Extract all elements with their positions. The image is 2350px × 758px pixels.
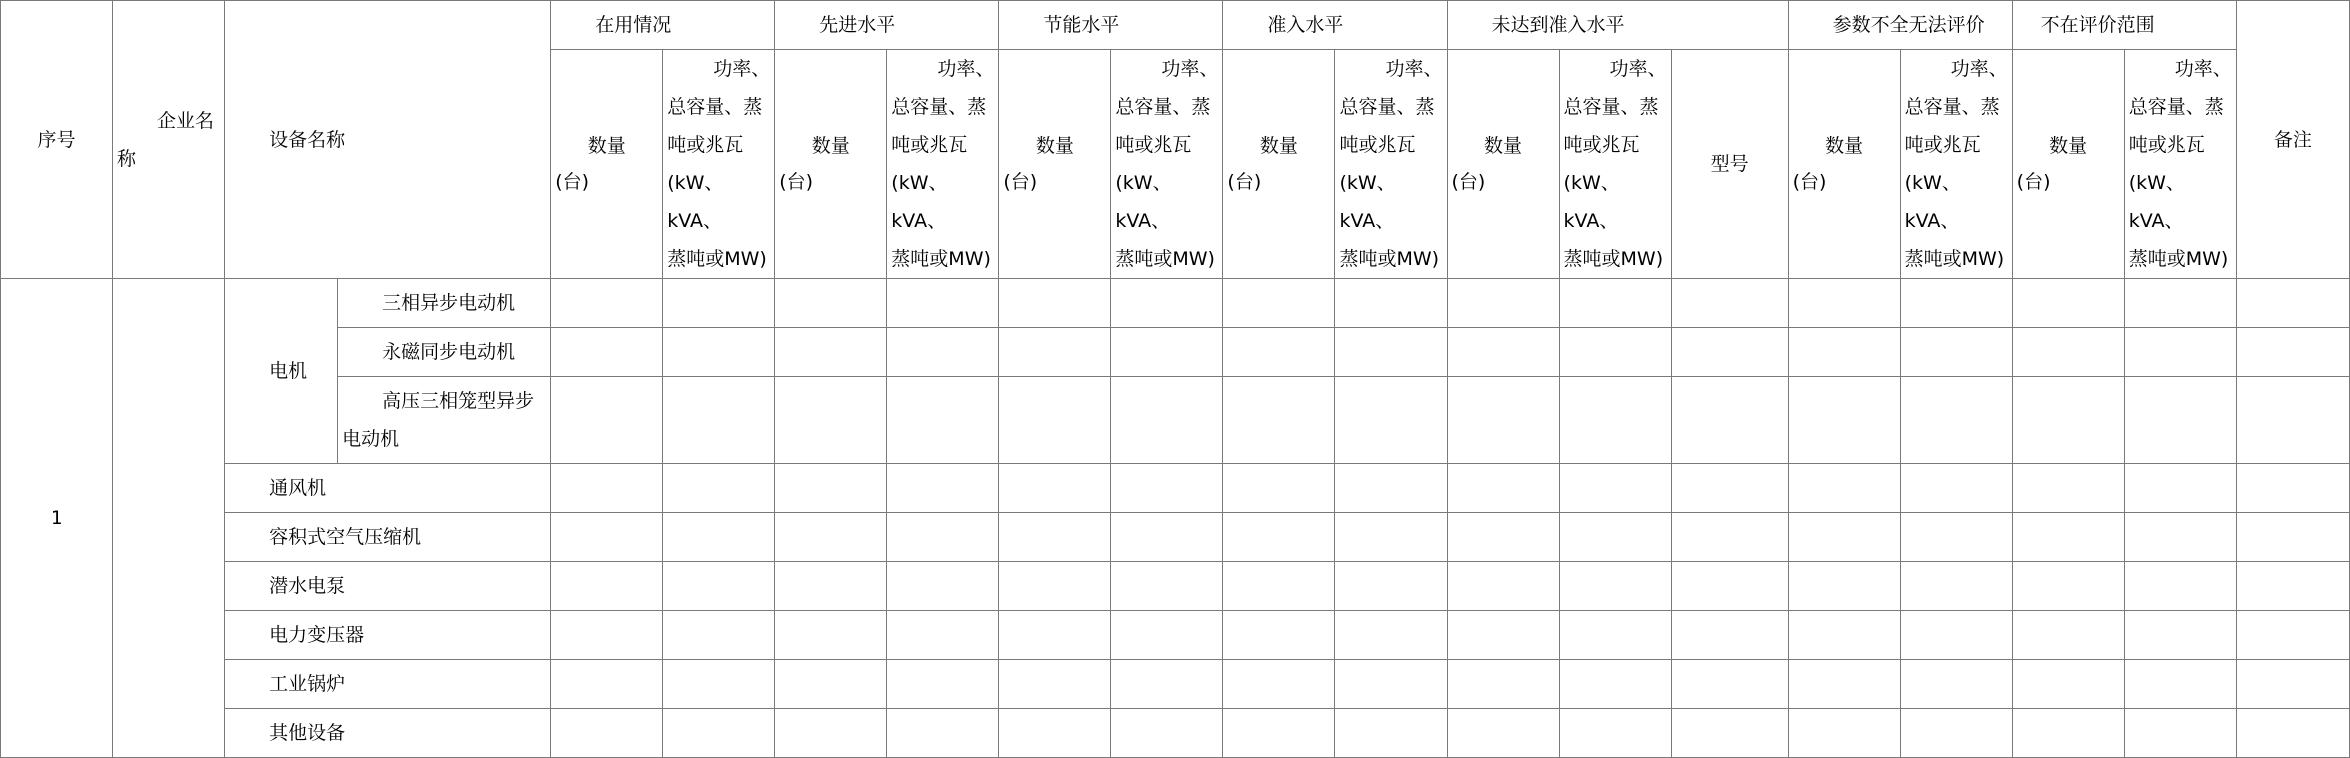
data-cell[interactable] [2012, 709, 2124, 758]
data-cell[interactable] [2012, 279, 2124, 328]
data-cell[interactable] [1671, 328, 1788, 377]
data-cell[interactable] [1223, 377, 1335, 464]
header-company-name: 企业名 称 [113, 1, 225, 279]
data-cell[interactable] [887, 377, 999, 464]
data-cell[interactable] [1223, 611, 1335, 660]
data-cell[interactable] [1447, 328, 1559, 377]
data-cell[interactable] [1559, 328, 1671, 377]
data-cell[interactable] [887, 279, 999, 328]
data-cell[interactable] [2124, 611, 2236, 660]
data-cell[interactable] [1900, 709, 2012, 758]
subheader-model: 型号 [1671, 50, 1788, 279]
company-name-cell[interactable] [113, 279, 225, 758]
data-cell[interactable] [1335, 611, 1447, 660]
data-cell[interactable] [663, 562, 775, 611]
data-cell[interactable] [1559, 279, 1671, 328]
data-cell[interactable] [1559, 513, 1671, 562]
header-equipment-name: 设备名称 [225, 1, 551, 279]
data-cell[interactable] [1671, 464, 1788, 513]
data-cell[interactable] [999, 328, 1111, 377]
subheader-qty: 数量 (台) [2012, 50, 2124, 279]
data-cell[interactable] [1559, 611, 1671, 660]
data-cell[interactable] [2012, 562, 2124, 611]
data-cell[interactable] [1111, 562, 1223, 611]
subheader-qty: 数量 (台) [999, 50, 1111, 279]
data-cell[interactable] [775, 328, 887, 377]
data-cell[interactable] [2124, 328, 2236, 377]
subheader-qty: 数量 (台) [775, 50, 887, 279]
data-cell[interactable] [1788, 279, 1900, 328]
data-cell[interactable] [1900, 562, 2012, 611]
data-cell[interactable] [2124, 279, 2236, 328]
data-cell[interactable] [663, 377, 775, 464]
data-cell[interactable] [887, 464, 999, 513]
data-cell[interactable] [2124, 562, 2236, 611]
header-group-advanced: 先进水平 [775, 1, 999, 50]
data-cell[interactable] [1335, 709, 1447, 758]
equipment-name-cell: 三相异步电动机 [338, 279, 551, 328]
data-cell[interactable] [551, 562, 663, 611]
data-cell[interactable] [1223, 328, 1335, 377]
equipment-name-cell: 高压三相笼型异步 电动机 [338, 377, 551, 464]
data-cell[interactable] [1900, 377, 2012, 464]
data-cell[interactable] [1559, 377, 1671, 464]
data-cell[interactable] [775, 279, 887, 328]
remarks-cell[interactable] [2236, 709, 2349, 758]
data-cell[interactable] [551, 464, 663, 513]
data-cell[interactable] [1223, 513, 1335, 562]
data-cell[interactable] [775, 562, 887, 611]
serial-cell: 1 [1, 279, 113, 758]
data-cell[interactable] [1900, 279, 2012, 328]
data-cell[interactable] [1223, 709, 1335, 758]
subheader-qty: 数量 (台) [1788, 50, 1900, 279]
data-cell[interactable] [887, 660, 999, 709]
data-cell[interactable] [1335, 513, 1447, 562]
data-cell[interactable] [1111, 709, 1223, 758]
data-cell[interactable] [999, 562, 1111, 611]
data-cell[interactable] [551, 279, 663, 328]
data-cell[interactable] [551, 513, 663, 562]
data-cell[interactable] [1335, 279, 1447, 328]
equipment-name-cell: 容积式空气压缩机 [225, 513, 551, 562]
data-cell[interactable] [1900, 328, 2012, 377]
data-cell[interactable] [1223, 562, 1335, 611]
data-cell[interactable] [1447, 660, 1559, 709]
data-cell[interactable] [551, 611, 663, 660]
data-cell[interactable] [2124, 464, 2236, 513]
data-cell[interactable] [1788, 513, 1900, 562]
remarks-cell[interactable] [2236, 377, 2349, 464]
data-cell[interactable] [1111, 611, 1223, 660]
data-cell[interactable] [775, 709, 887, 758]
data-cell[interactable] [1335, 660, 1447, 709]
equipment-name-cell: 永磁同步电动机 [338, 328, 551, 377]
data-cell[interactable] [1223, 464, 1335, 513]
data-cell[interactable] [1559, 562, 1671, 611]
data-cell[interactable] [1559, 464, 1671, 513]
data-cell[interactable] [1900, 660, 2012, 709]
data-cell[interactable] [663, 513, 775, 562]
header-serial: 序号 [1, 1, 113, 279]
data-cell[interactable] [1447, 279, 1559, 328]
data-cell[interactable] [663, 328, 775, 377]
remarks-cell[interactable] [2236, 660, 2349, 709]
data-cell[interactable] [1447, 562, 1559, 611]
subheader-power: 功率、 总容量、蒸 吨或兆瓦 (kW、kVA、 蒸吨或MW) [1900, 50, 2012, 279]
remarks-cell[interactable] [2236, 513, 2349, 562]
data-cell[interactable] [2124, 513, 2236, 562]
header-group-out-of-scope: 不在评价范围 [2012, 1, 2236, 50]
data-cell[interactable] [1111, 377, 1223, 464]
data-cell[interactable] [551, 377, 663, 464]
data-cell[interactable] [1671, 377, 1788, 464]
data-cell[interactable] [1223, 279, 1335, 328]
data-cell[interactable] [775, 377, 887, 464]
data-cell[interactable] [999, 279, 1111, 328]
data-cell[interactable] [2124, 709, 2236, 758]
data-cell[interactable] [1900, 513, 2012, 562]
data-cell[interactable] [1559, 660, 1671, 709]
data-cell[interactable] [1111, 328, 1223, 377]
data-cell[interactable] [1111, 464, 1223, 513]
data-cell[interactable] [1671, 611, 1788, 660]
header-group-in-use: 在用情况 [551, 1, 775, 50]
data-cell[interactable] [2012, 377, 2124, 464]
data-cell[interactable] [775, 464, 887, 513]
remarks-cell[interactable] [2236, 328, 2349, 377]
data-cell[interactable] [775, 660, 887, 709]
data-cell[interactable] [1335, 377, 1447, 464]
data-cell[interactable] [1671, 660, 1788, 709]
data-cell[interactable] [775, 611, 887, 660]
subheader-power: 功率、 总容量、蒸 吨或兆瓦 (kW、kVA、 蒸吨或MW) [2124, 50, 2236, 279]
data-cell[interactable] [887, 709, 999, 758]
remarks-cell[interactable] [2236, 562, 2349, 611]
data-cell[interactable] [1447, 377, 1559, 464]
data-cell[interactable] [775, 513, 887, 562]
data-cell[interactable] [999, 513, 1111, 562]
header-remarks: 备注 [2236, 1, 2349, 279]
data-cell[interactable] [1788, 660, 1900, 709]
data-cell[interactable] [551, 328, 663, 377]
data-cell[interactable] [887, 513, 999, 562]
data-cell[interactable] [1335, 562, 1447, 611]
data-cell[interactable] [1335, 464, 1447, 513]
data-cell[interactable] [999, 611, 1111, 660]
data-cell[interactable] [999, 377, 1111, 464]
data-cell[interactable] [999, 709, 1111, 758]
data-cell[interactable] [1788, 709, 1900, 758]
data-cell[interactable] [551, 709, 663, 758]
data-cell[interactable] [999, 464, 1111, 513]
subheader-qty: 数量 (台) [1223, 50, 1335, 279]
data-cell[interactable] [2012, 611, 2124, 660]
data-cell[interactable] [1447, 513, 1559, 562]
data-cell[interactable] [2012, 660, 2124, 709]
subheader-power: 功率、 总容量、蒸 吨或兆瓦 (kW、kVA、 蒸吨或MW) [1335, 50, 1447, 279]
data-cell[interactable] [1447, 709, 1559, 758]
data-cell[interactable] [1447, 464, 1559, 513]
data-cell[interactable] [663, 611, 775, 660]
header-group-energy-saving: 节能水平 [999, 1, 1223, 50]
subheader-power: 功率、 总容量、蒸 吨或兆瓦 (kW、kVA、 蒸吨或MW) [887, 50, 999, 279]
data-cell[interactable] [1447, 611, 1559, 660]
data-cell[interactable] [663, 464, 775, 513]
data-cell[interactable] [1671, 279, 1788, 328]
data-cell[interactable] [1788, 464, 1900, 513]
equipment-name-cell: 电力变压器 [225, 611, 551, 660]
equipment-name-cell: 其他设备 [225, 709, 551, 758]
data-cell[interactable] [1671, 562, 1788, 611]
data-cell[interactable] [1788, 377, 1900, 464]
data-cell[interactable] [2012, 464, 2124, 513]
subheader-power: 功率、 总容量、蒸 吨或兆瓦 (kW、kVA、 蒸吨或MW) [1111, 50, 1223, 279]
data-cell[interactable] [999, 660, 1111, 709]
data-cell[interactable] [1900, 611, 2012, 660]
data-cell[interactable] [663, 279, 775, 328]
equipment-name-cell: 潜水电泵 [225, 562, 551, 611]
motor-group-label: 电机 [225, 279, 338, 464]
data-cell[interactable] [1335, 328, 1447, 377]
data-cell[interactable] [2012, 328, 2124, 377]
data-cell[interactable] [551, 660, 663, 709]
equipment-name-cell: 工业锅炉 [225, 660, 551, 709]
data-cell[interactable] [663, 660, 775, 709]
subheader-qty: 数量 (台) [551, 50, 663, 279]
data-cell[interactable] [2124, 660, 2236, 709]
subheader-power: 功率、 总容量、蒸 吨或兆瓦 (kW、kVA、 蒸吨或MW) [1559, 50, 1671, 279]
data-cell[interactable] [1559, 709, 1671, 758]
data-cell[interactable] [663, 709, 775, 758]
data-cell[interactable] [2124, 377, 2236, 464]
data-cell[interactable] [1223, 660, 1335, 709]
equipment-name-cell: 通风机 [225, 464, 551, 513]
data-cell[interactable] [887, 611, 999, 660]
data-cell[interactable] [1111, 279, 1223, 328]
data-cell[interactable] [2012, 513, 2124, 562]
header-group-access: 准入水平 [1223, 1, 1447, 50]
data-cell[interactable] [887, 328, 999, 377]
data-cell[interactable] [1788, 328, 1900, 377]
data-cell[interactable] [1111, 513, 1223, 562]
data-cell[interactable] [1900, 464, 2012, 513]
header-group-incomplete-params: 参数不全无法评价 [1788, 1, 2012, 50]
remarks-cell[interactable] [2236, 464, 2349, 513]
data-cell[interactable] [1671, 709, 1788, 758]
header-group-below-access: 未达到准入水平 [1447, 1, 1788, 50]
subheader-qty: 数量 (台) [1447, 50, 1559, 279]
data-cell[interactable] [1788, 562, 1900, 611]
data-cell[interactable] [887, 562, 999, 611]
subheader-power: 功率、 总容量、蒸 吨或兆瓦 (kW、kVA、 蒸吨或MW) [663, 50, 775, 279]
data-cell[interactable] [1111, 660, 1223, 709]
remarks-cell[interactable] [2236, 611, 2349, 660]
data-cell[interactable] [1788, 611, 1900, 660]
data-cell[interactable] [1671, 513, 1788, 562]
remarks-cell[interactable] [2236, 279, 2349, 328]
